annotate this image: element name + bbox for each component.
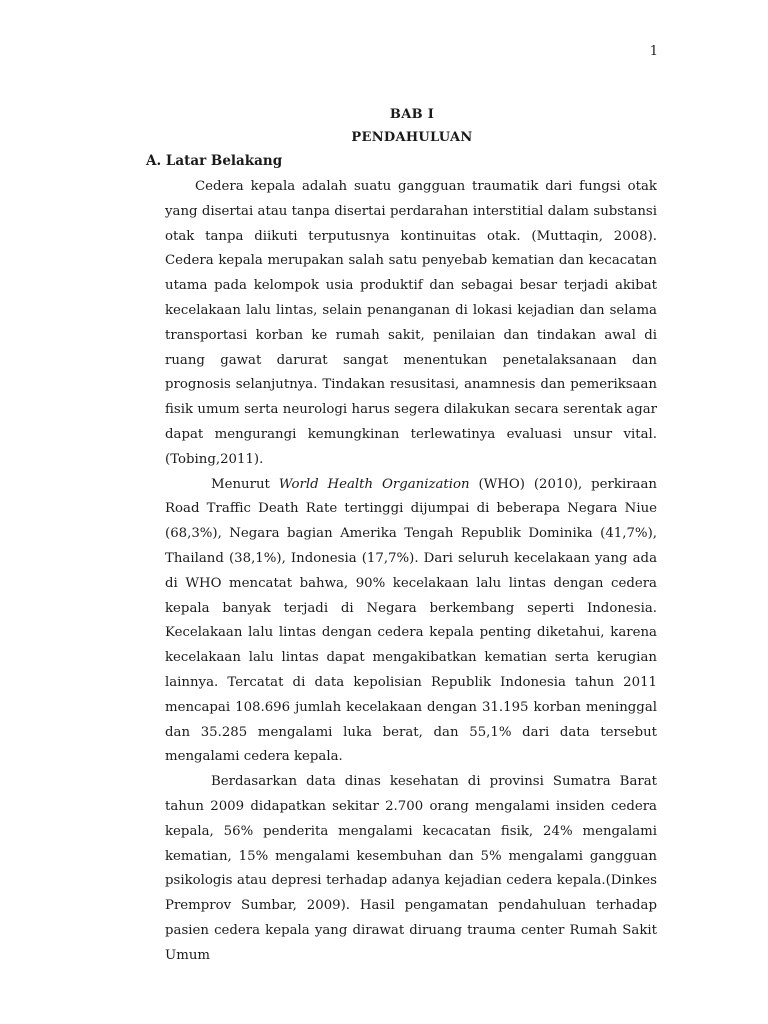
paragraph-2-italic: World Health Organization — [278, 476, 470, 492]
section-heading: A. Latar Belakang — [146, 153, 283, 169]
body-text — [165, 175, 657, 969]
paragraph-1: Cedera kepala adalah suatu gangguan traumatik dari fungsi otak yang disertai atau tanpa disertai perdarahan interstitial dalam substansi otak tanpa diikuti terputusnya kontinuitas otak. (Muttaqin, 2008). Cedera kepala merupakan salah satu penyebab kematian dan kecacatan utama pada kelompok usia produktif dan sebagai besar terjadi akibat kecelakaan lalu lintas, selain penanganan di lokasi kejadian dan selama transportasi korban ke rumah sakit, penilaian dan tindakan awal di ruang gawat darurat sangat menentukan penetalaksanaan dan prognosis selanjutnya. Tindakan resusitasi, anamnesis dan pemeriksaan fisik umum serta neurologi harus segera dilakukan secara serentak agar dapat mengurangi kemungkinan terlewatinya evaluasi unsur vital. (Tobing,2011). — [165, 179, 657, 467]
paragraph-2-prefix: Menurut — [211, 476, 270, 492]
paragraph-3: Berdasarkan data dinas kesehatan di provinsi Sumatra Barat tahun 2009 didapatkan sekitar 2.700 orang mengalami insiden cedera kepala, 56% penderita mengalami kecacatan fisik, 24% mengalami kematian, 15% mengalami kesembuhan dan 5% mengalami gangguan psikologis atau depresi terhadap adanya kejadian cedera kepala.(Dinkes Premprov Sumbar, 2009). Hasil pengamatan pendahuluan terhadap pasien cedera kepala yang dirawat diruang trauma center Rumah Sakit Umum — [165, 774, 657, 963]
chapter-number: BAB I — [389, 107, 435, 122]
page-number: 1 — [649, 44, 658, 59]
paragraph-2-rest: (WHO) (2010), perkiraan Road Traffic Death Rate tertinggi dijumpai di beberapa Negara Niue (68,3%), Negara bagian Amerika Tengah Republik Dominika (41,7%), Thailand (38,1%), Indonesia (17,7%). Dari seluruh kecelakaan yang ada di WHO mencatat bahwa, 90% kecelakaan lalu lintas dengan cedera kepala banyak terjadi di Negara berkembang seperti Indonesia. Kecelakaan lalu lintas dengan cedera kepala penting diketahui, karena kecelakaan lalu lintas dapat mengakibatkan kematian serta kerugian lainnya. Tercatat di data kepolisian Republik Indonesia tahun 2011 mencapai 108.696 jumlah kecelakaan dengan 31.195 korban meninggal dan 35.285 mengalami luka berat, dan 55,1% dari data tersebut mengalami cedera kepala. — [165, 476, 657, 765]
paragraph-2 — [165, 473, 657, 771]
chapter-title: PENDAHULUAN — [351, 130, 473, 145]
